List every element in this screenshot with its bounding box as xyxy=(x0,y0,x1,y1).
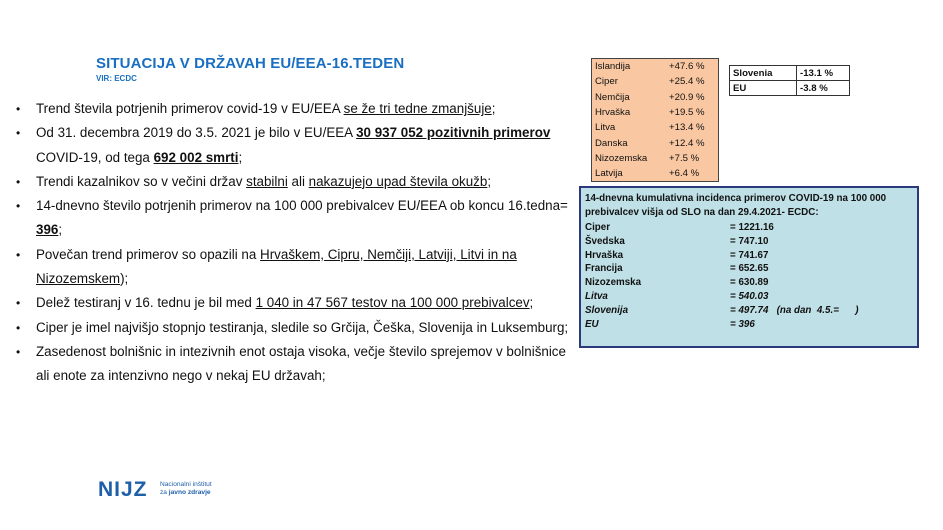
value-cell: = 540.03 xyxy=(730,290,769,302)
country-cell: Švedska xyxy=(585,235,625,247)
bullet-text: Trendi kazalnikov so v večini držav xyxy=(36,173,247,189)
page-title: SITUACIJA V DRŽAVAH EU/EEA-16.TEDEN xyxy=(96,55,405,72)
bullet-text: Povečan trend primerov so opazili na xyxy=(36,246,261,262)
bullet-emphasis: 1 040 in 47 567 testov na 100 000 prebivalcev xyxy=(255,295,530,311)
country-cell: Latvija xyxy=(595,168,623,180)
bullet-text: ali xyxy=(287,173,309,189)
logo-text xyxy=(160,481,240,497)
bullet-emphasis: se že tri tedne zmanjšuje xyxy=(343,101,492,116)
bullet-emphasis: Hrvaškem, Cipru, Nemčiji, Latviji, Litvi in na Nizozemskem xyxy=(36,246,517,287)
incidence-row xyxy=(585,276,913,290)
bullet-item xyxy=(14,194,579,243)
country-cell: Hrvaška xyxy=(595,107,631,119)
incidence-row xyxy=(585,221,913,235)
table-row xyxy=(592,59,719,75)
value-cell: +12.4 % xyxy=(669,137,705,149)
table-row xyxy=(730,81,850,96)
incidence-row xyxy=(585,249,913,263)
value-cell: -13.1 % xyxy=(797,66,850,81)
bullet-item xyxy=(14,316,579,340)
bullet-item xyxy=(14,170,579,194)
value-cell: = 747.10 xyxy=(730,235,769,247)
logo-line: javno zdravje xyxy=(168,489,211,496)
bullet-text: Od 31. decembra 2019 do 3.5. 2021 je bilo v EU/EEA xyxy=(36,125,357,141)
value-cell: +25.4 % xyxy=(669,76,705,88)
bullet-text: ; xyxy=(238,149,243,165)
value-cell: = 741.67 xyxy=(730,249,769,261)
slovenia-eu-table xyxy=(729,65,850,96)
source-label: VIR: ECDC xyxy=(96,74,137,83)
value-cell: +19.5 % xyxy=(669,107,705,119)
table-row xyxy=(730,66,850,81)
incidence-box xyxy=(579,186,919,348)
incidence-row xyxy=(585,290,913,304)
country-cell: Slovenija xyxy=(585,304,629,316)
incidence-row xyxy=(585,235,913,249)
bullet-text: ; xyxy=(491,101,496,116)
value-cell: = 652.65 xyxy=(730,263,769,275)
incidence-row xyxy=(585,318,913,332)
value-cell: = 497.74 (na dan 4.5.= ) xyxy=(730,304,859,316)
bullet-emphasis: stabilni xyxy=(246,173,288,189)
value-cell: -3.8 % xyxy=(797,81,850,96)
value-cell: +7.5 % xyxy=(669,152,700,164)
bullet-emphasis: 692 002 smrti xyxy=(153,149,239,165)
country-cell: Francija xyxy=(585,263,623,275)
bullet-text: Ciper je imel najvišjo stopnjo testiranja, sledile so Grčija, Češka, Slovenija in Luksemburg; xyxy=(36,319,569,335)
bullet-text: Trend števila potrjenih primerov covid-19 v EU/EEA xyxy=(36,101,344,116)
table-row xyxy=(592,120,719,135)
bullet-text: Zasedenost bolnišnic in intezivnih enot ostaja visoka, večje število sprejemov v bolnišnice ali enote za intenzivno nego v nekaj EU državah; xyxy=(36,343,566,384)
country-cell: Hrvaška xyxy=(585,249,624,261)
country-cell: Islandija xyxy=(595,61,631,73)
bullet-item xyxy=(14,243,579,292)
value-cell: = 630.89 xyxy=(730,277,769,289)
bullet-text: ; xyxy=(487,173,492,189)
value-cell: +47.6 % xyxy=(669,61,705,73)
bullet-item xyxy=(14,121,579,170)
incidence-row xyxy=(585,262,913,276)
table-row xyxy=(592,105,719,120)
bullet-text: ); xyxy=(120,271,129,287)
bullet-text: ; xyxy=(58,222,63,238)
country-cell: Slovenia xyxy=(730,66,797,81)
bullet-text: Delež testiranj v 16. tednu je bil med xyxy=(36,295,256,311)
bullet-emphasis: nakazujejo upad števila okužb xyxy=(308,173,488,189)
bullet-text: 14-dnevno število potrjenih primerov na 100 000 prebivalcev EU/EEA ob koncu 16.tedna= xyxy=(36,198,568,214)
value-cell: +13.4 % xyxy=(669,122,705,134)
table-row xyxy=(592,135,719,150)
bullet-item xyxy=(14,97,579,121)
country-cell: Nizozemska xyxy=(585,277,642,289)
country-cell: EU xyxy=(730,81,797,96)
country-cell: Litva xyxy=(595,122,616,134)
incidence-heading: 14-dnevna kumulativna incidenca primerov COVID-19 na 100 000 prebivalcev višja od SLO na dan 29.4.2021- ECDC: xyxy=(585,193,887,218)
logo-line: Nacionalni inštitut xyxy=(160,481,212,488)
value-cell: = 396 xyxy=(730,318,755,330)
bullet-item xyxy=(14,340,579,389)
bullet-list xyxy=(14,97,579,389)
bullet-text: COVID-19, od tega xyxy=(36,149,154,165)
country-cell: Ciper xyxy=(595,76,618,88)
bullet-item xyxy=(14,291,579,315)
bullet-emphasis: 396 xyxy=(36,222,59,238)
country-cell: Nemčija xyxy=(595,91,630,103)
country-cell: EU xyxy=(585,318,599,330)
country-cell: Nizozemska xyxy=(595,152,648,164)
incidence-row xyxy=(585,304,913,318)
country-cell: Litva xyxy=(585,290,608,302)
bullet-emphasis: 30 937 052 pozitivnih primerov xyxy=(356,125,551,141)
table-row xyxy=(592,74,719,89)
logo-mark xyxy=(98,478,148,501)
table-row xyxy=(592,166,719,182)
logo-mark-part: JZ xyxy=(121,478,148,501)
logo-line: za xyxy=(160,489,169,496)
country-cell: Danska xyxy=(595,137,628,149)
bullet-text: ; xyxy=(529,295,534,311)
trend-increase-table xyxy=(591,58,719,182)
logo-mark-part: NI xyxy=(98,478,121,501)
nijz-logo xyxy=(98,478,212,502)
value-cell: +6.4 % xyxy=(669,168,700,180)
country-cell: Ciper xyxy=(585,222,611,233)
value-cell: +20.9 % xyxy=(669,91,705,103)
table-row xyxy=(592,90,719,105)
value-cell: = 1221.16 xyxy=(730,222,774,233)
table-row xyxy=(592,151,719,166)
